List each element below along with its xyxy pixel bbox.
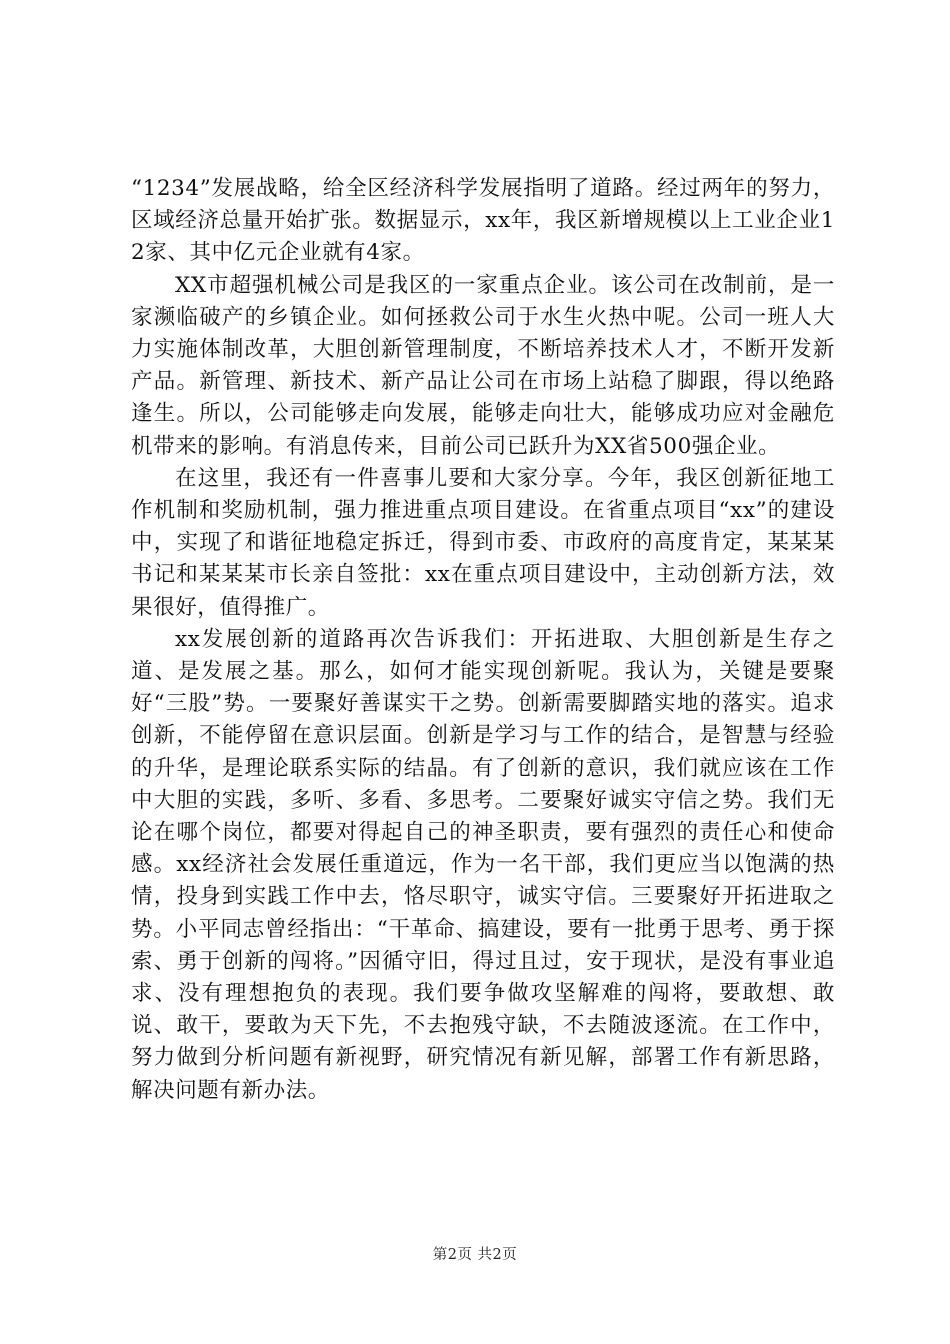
paragraph-company-story: XX市超强机械公司是我区的一家重点企业。该公司在改制前，是一家濒临破产的乡镇企业。如何拯救公司于水生火热中呢。公司一班人大力实施体制改革，大胆创新管理制度，不断培养技术人才，不断开发新产品。新管理、新技术、新产品让公司在市场上站稳了脚跟，得以绝路逢生。所以，公司能够走向发展，能够走向壮大，能够成功应对金融危机带来的影响。有消息传来，目前公司已跃升为XX省500强企业。 <box>131 272 835 459</box>
paragraph-continuation: “1234”发展战略，给全区经济科学发展指明了道路。经过两年的努力，区域经济总量开始扩张。数据显示，xx年，我区新增规模以上工业企业12家、其中亿元企业就有4家。 <box>131 176 835 266</box>
document-body <box>131 173 835 1107</box>
page-footer: 第2页 共2页 <box>432 1247 518 1263</box>
paragraph-innovation: xx发展创新的道路再次告诉我们：开拓进取、大胆创新是生存之道、是发展之基。那么，如何才能实现创新呢。我认为，关键是要聚好“三股”势。一要聚好善谋实干之势。创新需要脚踏实地的落实。追求创新，不能停留在意识层面。创新是学习与工作的结合，是智慧与经验的升华，是理论联系实际的结晶。有了创新的意识，我们就应该在工作中大胆的实践，多听、多看、多思考。二要聚好诚实守信之势。我们无论在哪个岗位，都要对得起自己的神圣职责，要有强烈的责任心和使命感。xx经济社会发展任重道远，作为一名干部，我们更应当以饱满的热情，投身到实践工作中去，恪尽职守，诚实守信。三要聚好开拓进取之势。小平同志曾经指出：“干革命、搞建设，要有一批勇于思考、勇于探索、勇于创新的闯将。”因循守旧，得过且过，安于现状，是没有事业追求、没有理想抱负的表现。我们要争做攻坚解难的闯将，要敢想、敢说、敢干，要敢为天下先，不去抱残守缺，不去随波逐流。在工作中，努力做到分析问题有新视野，研究情况有新见解，部署工作有新思路，解决问题有新办法。 <box>131 626 835 1103</box>
paragraph-good-news: 在这里，我还有一件喜事儿要和大家分享。今年，我区创新征地工作机制和奖励机制，强力推进重点项目建设。在省重点项目“xx”的建设中，实现了和谐征地稳定拆迁，得到市委、市政府的高度肯定，某某某书记和某某某市长亲自签批：xx在重点项目建设中，主动创新方法，效果很好，值得推广。 <box>131 465 835 620</box>
